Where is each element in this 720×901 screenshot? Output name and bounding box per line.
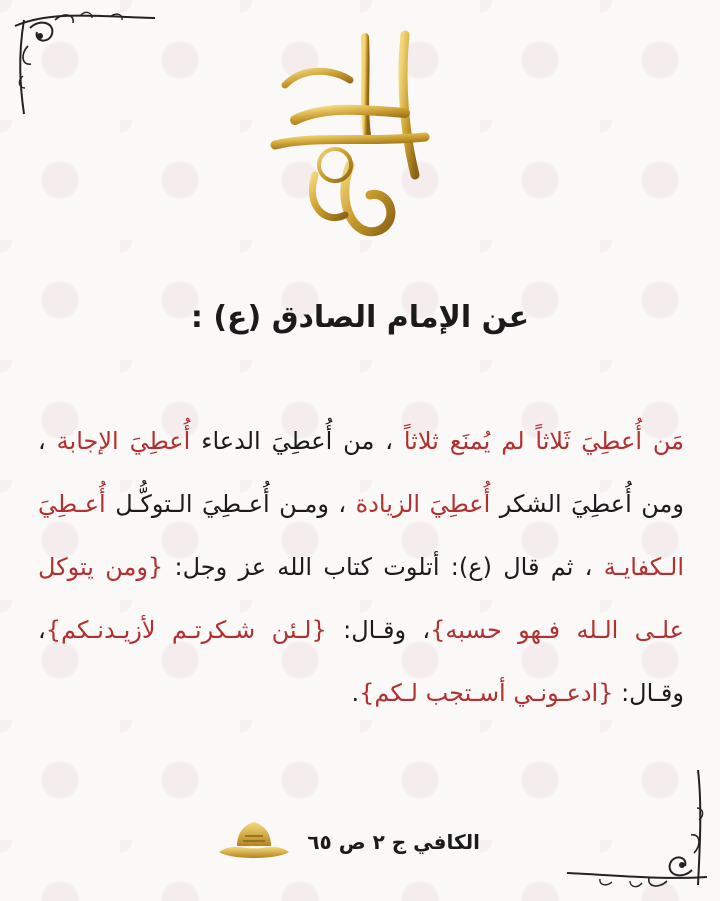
hadith-segment-6: ، ومـن أُعـطِيَ الـتوكُّـل xyxy=(105,490,356,518)
hadith-text xyxy=(38,410,684,725)
hadith-segment-1: مَن أُعطِيَ ثَلاثاً لم يُمنَع ثلاثاً xyxy=(403,427,685,455)
golden-emblem-icon xyxy=(213,820,295,862)
quran-verse-shukr: {لـئن شـكرتـم لأزيـدنـكم} xyxy=(45,616,327,644)
hadith-segment-2: ، من أُعطِيَ الدعاء xyxy=(190,427,404,455)
hadith-segment-10: ، وقـال: xyxy=(326,616,431,644)
hadith-segment-4: ، ومن أُعطِيَ الشكر xyxy=(38,427,684,518)
ornament-corner-top-left xyxy=(10,6,160,116)
hadith-segment-12: ، وقـال: xyxy=(38,616,684,707)
source-citation: الكافي ج ٢ ص ٦٥ xyxy=(307,830,480,854)
hadith-segment-5: أُعطِيَ الزيادة xyxy=(355,490,491,518)
hadith-segment-8: ، ثم قال (ع): أتلوت كتاب الله عز وجل: xyxy=(163,553,604,581)
salawat-calligraphy xyxy=(255,25,450,250)
hadith-segment-14: . xyxy=(351,679,360,707)
hadith-segment-3: أُعطِيَ الإجابة xyxy=(56,427,191,455)
calligraphy-artwork xyxy=(255,25,450,250)
page-title: عن الإمام الصادق (ع) : xyxy=(190,300,530,335)
quran-verse-tawakkul: {ومن يتوكل علـى الـله فـهو حسبه} xyxy=(38,553,684,644)
footer xyxy=(0,820,720,870)
quran-verse-dua: {ادعـونـي أسـتجب لـكم} xyxy=(359,679,614,707)
hadith-segment-7: أُعـطِيَ الـكفايـة xyxy=(38,490,684,581)
